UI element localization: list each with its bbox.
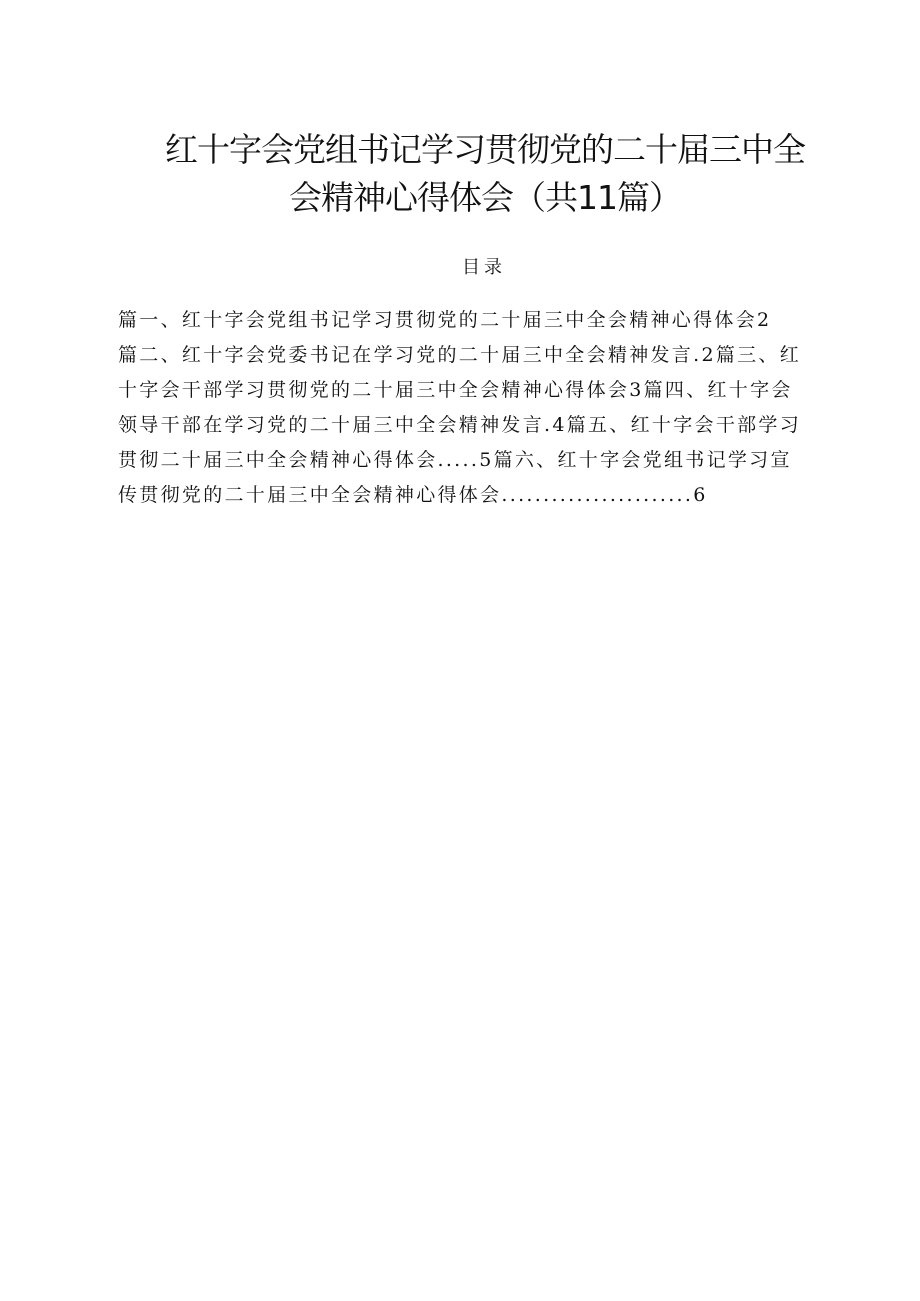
table-of-contents xyxy=(118,303,863,513)
toc-line: 传贯彻党的二十届三中全会精神心得体会.......................6 xyxy=(118,484,708,506)
title-line-1: 红十字会党组书记学习贯彻党的二十届三中全 xyxy=(165,130,805,169)
toc-line: 十字会干部学习贯彻党的二十届三中全会精神心得体会3篇四、红十字会 xyxy=(118,379,793,401)
toc-line: 领导干部在学习党的二十届三中全会精神发言.4篇五、红十字会干部学习 xyxy=(118,414,802,436)
title-line-2: 会精神心得体会（共11篇） xyxy=(289,178,681,217)
toc-heading: 目录 xyxy=(462,257,506,278)
toc-line: 篇二、红十字会党委书记在学习党的二十届三中全会精神发言.2篇三、红 xyxy=(118,344,802,366)
toc-line: 贯彻二十届三中全会精神心得体会.....5篇六、红十字会党组书记学习宣 xyxy=(118,449,792,471)
document-title xyxy=(110,126,860,222)
toc-line: 篇一、红十字会党组书记学习贯彻党的二十届三中全会精神心得体会2 xyxy=(118,309,772,331)
